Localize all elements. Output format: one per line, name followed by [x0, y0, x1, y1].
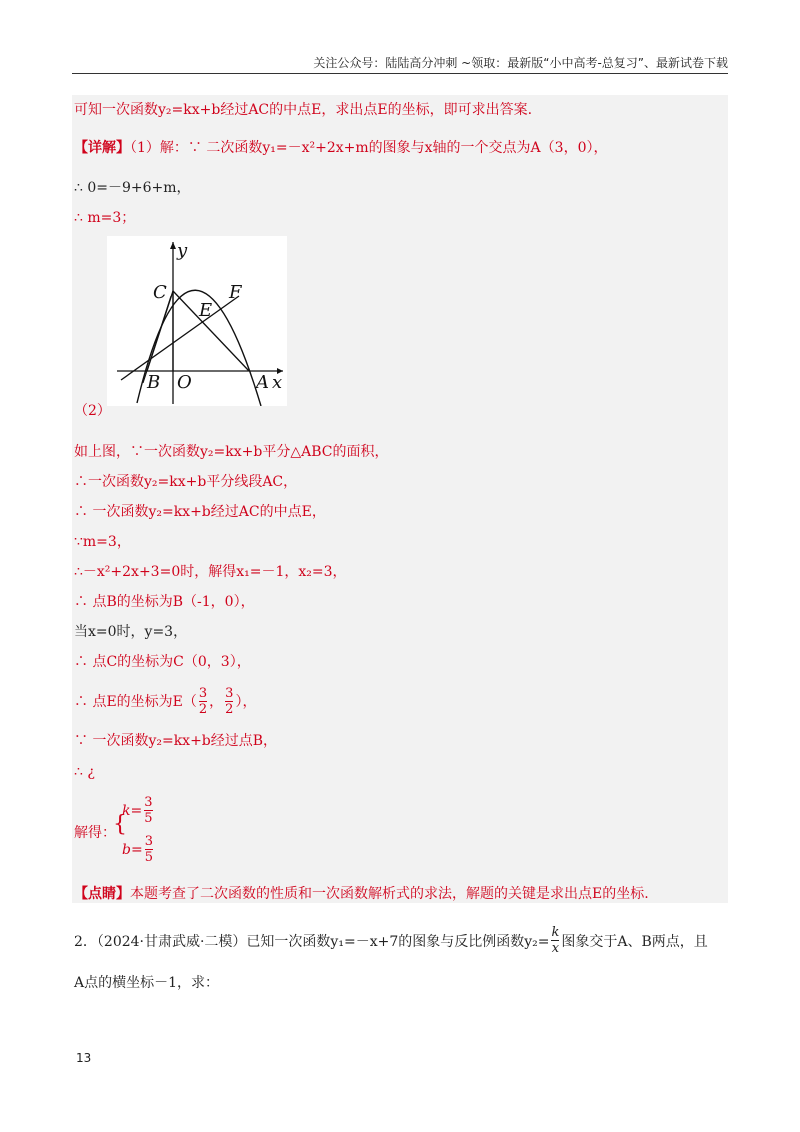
graph-svg	[107, 236, 287, 406]
fraction-b-num: 3	[144, 834, 153, 849]
solution-line-13: ∴ 点C的坐标为C（0，3），	[74, 654, 251, 670]
fraction-ex	[199, 686, 207, 717]
solution-line-11: ∴ 点B的坐标为B（-1，0），	[74, 594, 255, 610]
solution-line-16: ∴ ¿	[74, 764, 95, 780]
solution-panel	[72, 95, 728, 903]
label-y: y	[177, 240, 188, 261]
solution-line-2	[74, 139, 607, 157]
point-e-suffix: ），	[235, 693, 257, 710]
system-b-label: b=	[122, 841, 143, 858]
solution-line-8: ∴ 一次函数y₂=kx+b经过AC的中点E，	[74, 504, 326, 520]
fraction-b-den: 5	[144, 850, 153, 865]
y-axis-arrow	[170, 242, 176, 249]
fraction-k	[144, 795, 152, 826]
label-e: E	[199, 300, 213, 321]
solution-line-10: ∴－x²+2x+3=0时，解得x₁=－1，x₂=3，	[74, 564, 347, 580]
fraction-ex-num: 3	[198, 686, 208, 701]
fraction-ey-den: 2	[225, 702, 234, 717]
fraction-b	[145, 834, 153, 865]
system-eq-b	[122, 834, 155, 865]
solution-line-12: 当x=0时，y=3，	[74, 624, 188, 640]
page-header: 关注公众号：陆陆高分冲刺 ~领取：最新版“小中高考-总复习”、最新试卷下载	[313, 56, 728, 70]
question-2-prefix: 2．（2024·甘肃武威·二模）已知一次函数y₁=－x+7的图象与反比例函数y₂=	[74, 933, 550, 950]
fraction-ex-den: 2	[198, 702, 208, 717]
label-x: x	[272, 372, 283, 393]
solution-line-15: ∵ 一次函数y₂=kx+b经过点B，	[74, 733, 278, 749]
line-left	[143, 296, 171, 383]
solution-line-4: ∴ m=3；	[74, 210, 136, 226]
label-a: A	[256, 372, 269, 393]
solution-line-5: （2）	[74, 403, 111, 419]
fraction-ey	[225, 686, 233, 717]
fraction-kx	[551, 925, 559, 956]
question-2-suffix: 图象交于A、B两点，且	[561, 933, 708, 950]
fraction-k-den: 5	[144, 811, 153, 826]
line-bef	[121, 296, 239, 380]
label-o: O	[177, 372, 192, 393]
fraction-k-num: 3	[144, 795, 153, 810]
comment-text: 本题考查了二次函数的性质和一次函数解析式的求法，解题的关键是求出点E的坐标.	[130, 886, 649, 902]
comment-tag: 【点睛】	[74, 886, 130, 902]
fraction-kx-num: k	[551, 925, 560, 940]
solution-line-14	[74, 686, 256, 717]
solution-line-6: 如上图，∵一次函数y₂=kx+b平分△ABC的面积，	[74, 444, 389, 460]
detail-tag: 【详解】	[74, 140, 130, 156]
label-b: B	[147, 372, 161, 393]
solution-line-1: 可知一次函数y₂=kx+b经过AC的中点E，求出点E的坐标，即可求出答案.	[74, 102, 533, 118]
label-f: F	[229, 282, 242, 303]
solution-line-7: ∴一次函数y₂=kx+b平分线段AC，	[74, 474, 298, 490]
solution-line-3: ∴ 0=－9+6+m，	[74, 180, 191, 196]
system-eq-k	[122, 795, 155, 826]
solution-line-9: ∵m=3，	[74, 534, 131, 550]
question-2-line-2: A点的横坐标－1，求：	[74, 975, 220, 991]
label-c: C	[153, 282, 167, 303]
fraction-ey-num: 3	[225, 686, 234, 701]
point-e-prefix: ∴ 点E的坐标为E（	[74, 693, 197, 710]
system-k-label: k=	[122, 802, 143, 819]
system-brace: {	[113, 812, 127, 837]
fraction-kx-den: x	[551, 941, 560, 956]
solve-label: 解得：	[74, 825, 116, 841]
page-number: 13	[76, 1051, 92, 1065]
header-rule	[72, 73, 728, 74]
point-e-sep: ，	[209, 693, 224, 710]
solution-line-18	[74, 885, 649, 903]
function-graph	[107, 236, 287, 406]
detail-text: （1）解：∵ 二次函数y₁=－x²+2x+m的图象与x轴的一个交点为A（3，0），	[130, 140, 608, 156]
question-2-line-1	[74, 925, 708, 956]
